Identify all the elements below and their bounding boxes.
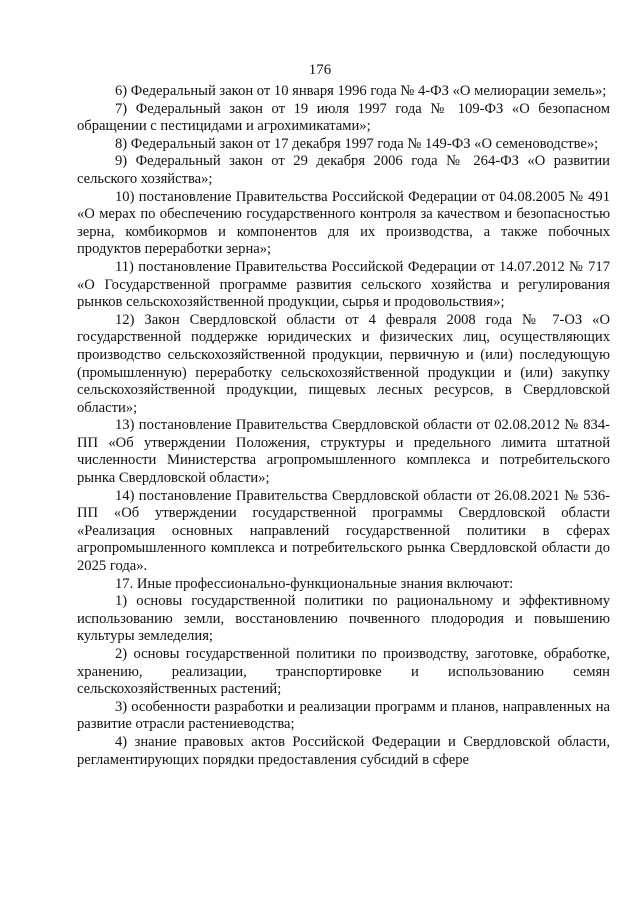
list-item-law-8: 8) Федеральный закон от 17 декабря 1997 года № 149-ФЗ «О семеноводстве»; bbox=[115, 135, 599, 152]
list-item-law-13: 13) постановление Правительства Свердловской области от 02.08.2012 № 834-ПП «Об утверждении Положения, структуры и предельного лимита штатной численности Министерства агропромышленного комплекса и потребительского рынка Свердловской области»; bbox=[77, 417, 610, 487]
list-item-knowledge-4: 4) знание правовых актов Российской Федерации и Свердловской области, регламентирующих порядки предоставления субсидий в сфере bbox=[77, 733, 610, 768]
list-item-law-7: 7) Федеральный закон от 19 июля 1997 года № 109-ФЗ «О безопасном обращении с пестицидами и агрохимикатами»; bbox=[77, 100, 610, 135]
list-item-law-6: 6) Федеральный закон от 10 января 1996 года № 4-ФЗ «О мелиорации земель»; bbox=[115, 83, 607, 99]
list-item-law-12: 12) Закон Свердловской области от 4 февраля 2008 года № 7-ОЗ «О государственной поддержке юридических и физических лиц, осуществляющих производство сельскохозяйственной продукции, первичную и (или) последующую (промышленную) переработку сельскохозяйственной продукции и (или) закупку сельскохозяйственной продукции, пищевых лесных ресурсов, в Свердловской области»; bbox=[77, 311, 610, 416]
section-heading-17: 17. Иные профессионально-функциональные знания включают: bbox=[115, 575, 514, 592]
list-item-law-11: 11) постановление Правительства Российской Федерации от 14.07.2012 № 717 «О Государственной программе развития сельского хозяйства и регулирования рынков сельскохозяйственной продукции, сырья и продовольствия»; bbox=[77, 258, 610, 311]
page-number: 176 bbox=[308, 62, 332, 78]
list-item-knowledge-1: 1) основы государственной политики по рациональному и эффективному использованию земли, восстановлению почвенного плодородия и повышению культуры земледелия; bbox=[77, 593, 610, 645]
list-item-knowledge-3: 3) особенности разработки и реализации программ и планов, направленных на развитие отрасли растениеводства; bbox=[77, 698, 610, 733]
list-item-law-14: 14) постановление Правительства Свердловской области от 26.08.2021 № 536-ПП «Об утверждении государственной программы Свердловской области «Реализация основных направлений государственной политики в сферах агропромышленного комплекса и потребительского рынка Свердловской области до 2025 года». bbox=[77, 487, 610, 575]
document-body bbox=[77, 83, 610, 769]
list-item-knowledge-2: 2) основы государственной политики по производству, заготовке, обработке, хранению, реализации, транспортировке и использованию семян сельскохозяйственных растений; bbox=[77, 646, 610, 698]
list-item-law-9: 9) Федеральный закон от 29 декабря 2006 года № 264-ФЗ «О развитии сельского хозяйства»; bbox=[77, 153, 610, 187]
list-item-law-10: 10) постановление Правительства Российской Федерации от 04.08.2005 № 491 «О мерах по обеспечению государственного контроля за качеством и безопасностью зерна, комбикормов и компонентов для их производства, а также побочных продуктов переработки зерна»; bbox=[77, 188, 610, 258]
